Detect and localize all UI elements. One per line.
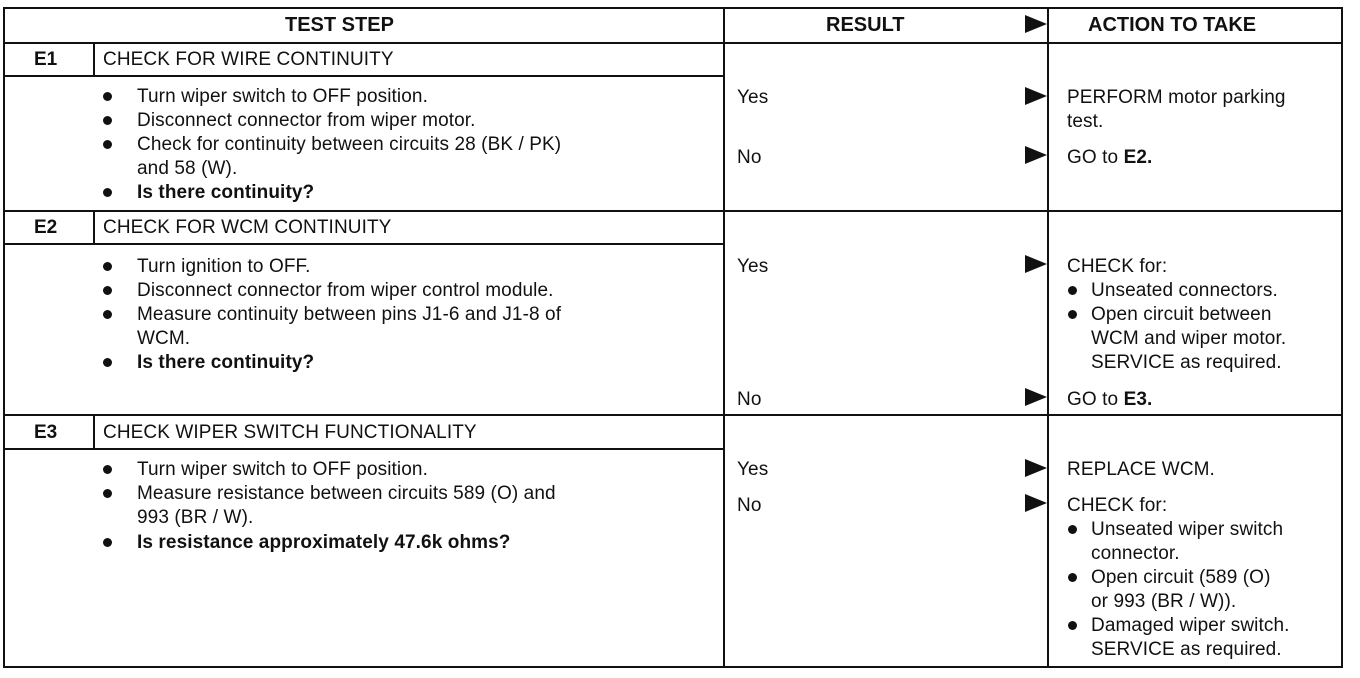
bullet-icon [1068, 310, 1077, 319]
e1-action-yes-2: test. [1067, 111, 1104, 132]
e1-bullet-1: Turn wiper switch to OFF position. [137, 86, 428, 107]
step-title-e3: CHECK WIPER SWITCH FUNCTIONALITY [103, 422, 477, 443]
table-left-border [3, 7, 5, 667]
bullet-icon [103, 358, 112, 367]
bullet-icon [1068, 573, 1077, 582]
e3-action-no-tail: SERVICE as required. [1091, 639, 1282, 660]
e2-question: Is there continuity? [137, 352, 315, 373]
e3-action-no-item-1: Unseated wiper switch [1091, 519, 1284, 540]
table-top-border [3, 7, 1343, 9]
e3-bullet-2: Measure resistance between circuits 589 (O) and [137, 483, 556, 504]
step-id-e2: E2 [34, 217, 58, 238]
arrow-icon [1025, 87, 1047, 105]
header-action: ACTION TO TAKE [1088, 14, 1257, 36]
bullet-icon [1068, 286, 1077, 295]
e1-action-no-target: E2. [1123, 147, 1153, 168]
bullet-icon [1068, 621, 1077, 630]
e2-title-underline [3, 243, 723, 245]
e3-result-no: No [737, 495, 762, 516]
bullet-icon [103, 465, 112, 474]
e2-action-yes-item-2-cont: WCM and wiper motor. [1091, 328, 1287, 349]
step-id-e1: E1 [34, 49, 58, 70]
e1-action-no-prefix: GO to [1067, 147, 1124, 168]
e2-result-yes: Yes [737, 256, 769, 277]
e2-bullet-2: Disconnect connector from wiper control module. [137, 280, 554, 301]
e2-action-yes-head: CHECK for: [1067, 256, 1168, 277]
step-id-divider-e2 [93, 210, 95, 244]
e3-action-yes: REPLACE WCM. [1067, 459, 1215, 480]
header-result: RESULT [826, 14, 905, 36]
e1-result-yes: Yes [737, 87, 769, 108]
action-column-divider [1047, 7, 1049, 667]
e1-action-no [1067, 146, 1152, 169]
e2-bullet-1: Turn ignition to OFF. [137, 256, 311, 277]
e3-bullet-1: Turn wiper switch to OFF position. [137, 459, 428, 480]
arrow-icon [1025, 459, 1047, 477]
e3-result-yes: Yes [737, 459, 769, 480]
e1-bullet-3: Check for continuity between circuits 28 (BK / PK) [137, 134, 562, 155]
bullet-icon [103, 116, 112, 125]
table-right-border [1341, 7, 1343, 667]
e2-action-no-prefix: GO to [1067, 389, 1124, 410]
step-title-e2: CHECK FOR WCM CONTINUITY [103, 217, 392, 238]
e3-bullet-2-cont: 993 (BR / W). [137, 507, 254, 528]
bullet-icon [103, 140, 112, 149]
e2-action-no-target: E3. [1123, 389, 1153, 410]
e1-title-underline [3, 75, 723, 77]
bullet-icon [1068, 525, 1077, 534]
e1-bullet-3-cont: and 58 (W). [137, 158, 238, 179]
e3-action-no-item-3: Damaged wiper switch. [1091, 615, 1290, 636]
header-test-step: TEST STEP [285, 14, 394, 36]
e3-action-no-item-1-cont: connector. [1091, 543, 1180, 564]
step-id-divider-e3 [93, 414, 95, 449]
e2-bullet-3-cont: WCM. [137, 328, 191, 349]
e2-action-no [1067, 388, 1152, 411]
e1-bullet-2: Disconnect connector from wiper motor. [137, 110, 476, 131]
step-id-divider-e1 [93, 42, 95, 76]
arrow-icon [1025, 146, 1047, 164]
e1-bottom-border [3, 210, 1343, 212]
e2-action-yes-item-2: Open circuit between [1091, 304, 1272, 325]
bullet-icon [103, 310, 112, 319]
bullet-icon [103, 262, 112, 271]
arrow-icon [1025, 494, 1047, 512]
header-arrow-icon [1025, 15, 1047, 33]
bullet-icon [103, 92, 112, 101]
e2-action-yes-item-1: Unseated connectors. [1091, 280, 1278, 301]
step-id-e3: E3 [34, 422, 58, 443]
e3-question: Is resistance approximately 47.6k ohms? [137, 532, 511, 553]
bullet-icon [103, 489, 112, 498]
e2-bullet-3: Measure continuity between pins J1-6 and J1-8 of [137, 304, 562, 325]
e2-bottom-border [3, 414, 1343, 416]
e2-action-yes-tail: SERVICE as required. [1091, 352, 1282, 373]
bullet-icon [103, 286, 112, 295]
e1-action-yes-1: PERFORM motor parking [1067, 87, 1286, 108]
arrow-icon [1025, 255, 1047, 273]
e2-result-no: No [737, 389, 762, 410]
table-bottom-border [3, 666, 1343, 668]
arrow-icon [1025, 388, 1047, 406]
e3-action-no-item-2: Open circuit (589 (O) [1091, 567, 1271, 588]
header-bottom-border [3, 42, 1343, 44]
e1-result-no: No [737, 147, 762, 168]
e1-question: Is there continuity? [137, 182, 315, 203]
e3-title-underline [3, 448, 723, 450]
e3-action-no-item-2-cont: or 993 (BR / W)). [1091, 591, 1237, 612]
bullet-icon [103, 188, 112, 197]
e3-action-no-head: CHECK for: [1067, 495, 1168, 516]
bullet-icon [103, 538, 112, 547]
step-title-e1: CHECK FOR WIRE CONTINUITY [103, 49, 394, 70]
result-column-divider [723, 7, 725, 667]
